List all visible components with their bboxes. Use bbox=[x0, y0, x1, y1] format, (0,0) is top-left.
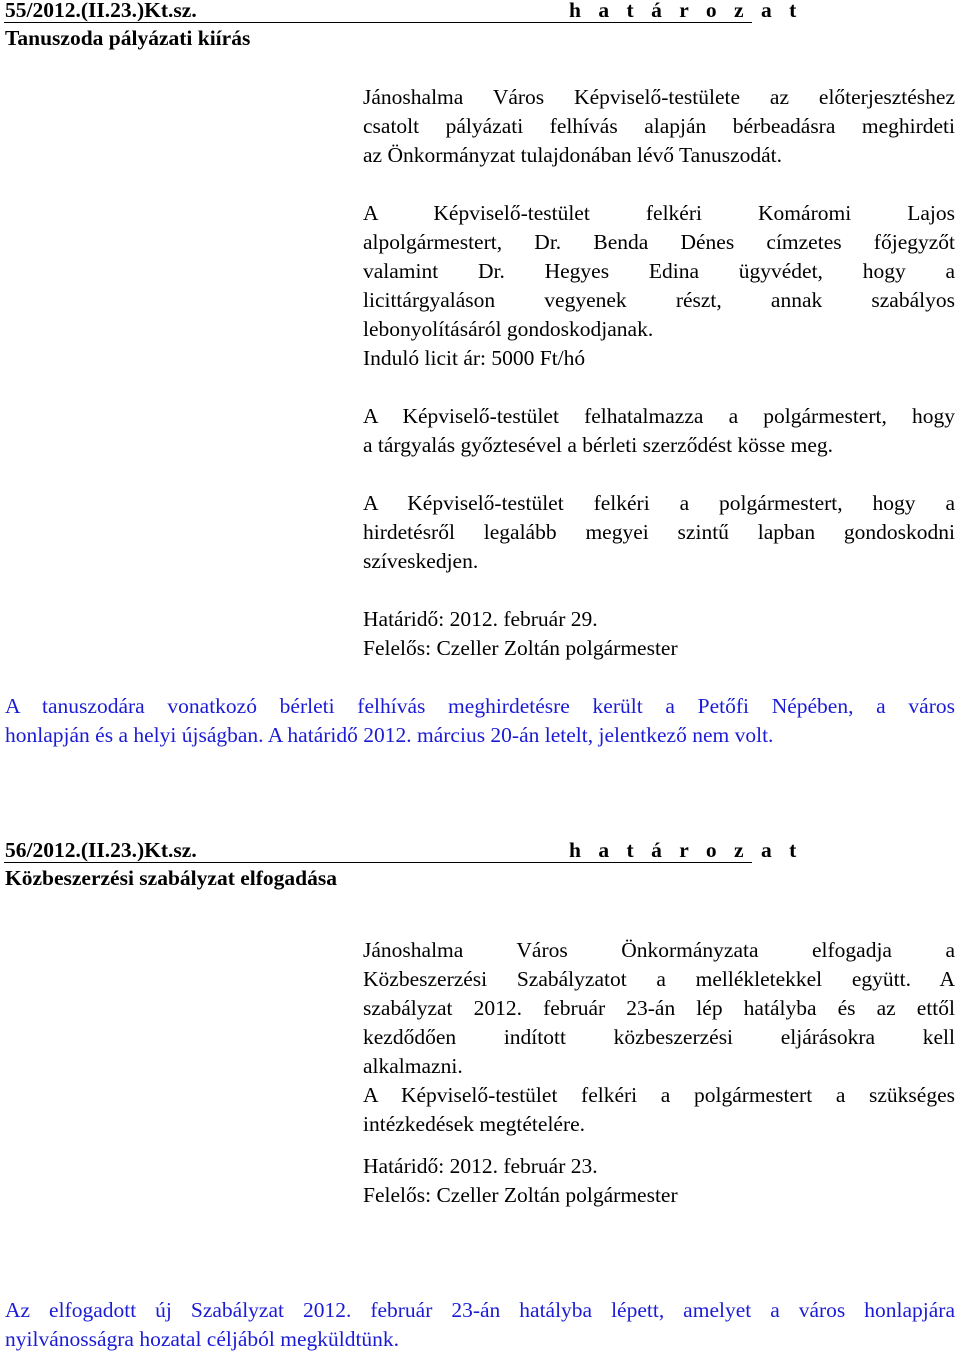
text-line: a tárgyalás győztesével a bérleti szerződést kösse meg. bbox=[363, 433, 834, 457]
text-line: licittárgyaláson vegyenek részt, annak szabályos bbox=[363, 288, 955, 312]
header-underline bbox=[4, 862, 752, 863]
note-line: A tanuszodára vonatkozó bérleti felhívás meghirdetésre került a Petőfi Népében, a város bbox=[5, 694, 955, 718]
responsible: Felelős: Czeller Zoltán polgármester bbox=[363, 636, 678, 660]
decision-text bbox=[363, 936, 955, 1139]
text-line: A Képviselő-testület felhatalmazza a polgármestert, hogy bbox=[363, 404, 955, 428]
text-line: valamint Dr. Hegyes Edina ügyvédet, hogy a bbox=[363, 259, 955, 283]
deadline: Határidő: 2012. február 23. bbox=[363, 1154, 598, 1178]
text-line: A Képviselő-testület felkéri Komáromi Lajos bbox=[363, 201, 955, 225]
text-line: alpolgármestert, Dr. Benda Dénes címzetes főjegyzőt bbox=[363, 230, 955, 254]
text-line: csatolt pályázati felhívás alapján bérbeadásra meghirdeti bbox=[363, 114, 955, 138]
text-line: alkalmazni. bbox=[363, 1054, 463, 1078]
decision-text bbox=[363, 489, 955, 576]
decision-label: h a t á r o z a t bbox=[569, 838, 803, 862]
text-line: hirdetésről legalább megyei szintű lapban gondoskodni bbox=[363, 520, 955, 544]
text-line: Jánoshalma Város Képviselő-testülete az előterjesztéshez bbox=[363, 85, 955, 109]
text-line: A Képviselő-testület felkéri a polgármestert a szükséges bbox=[363, 1083, 955, 1107]
text-line: szabályzat 2012. február 23-án lép hatályba és az ettől bbox=[363, 996, 955, 1020]
status-note bbox=[5, 1296, 955, 1354]
decision-subject: Tanuszoda pályázati kiírás bbox=[5, 26, 251, 50]
text-line: A Képviselő-testület felkéri a polgármestert, hogy a bbox=[363, 491, 955, 515]
decision-number: 55/2012.(II.23.)Kt.sz. bbox=[5, 0, 197, 22]
text-line: kezdődően indított közbeszerzési eljárásokra kell bbox=[363, 1025, 955, 1049]
decision-text bbox=[363, 402, 955, 460]
deadline: Határidő: 2012. február 29. bbox=[363, 607, 598, 631]
deadline-block bbox=[363, 605, 955, 663]
note-line: Az elfogadott új Szabályzat 2012. február 23-án hatályba lépett, amelyet a város honlapjára bbox=[5, 1298, 955, 1322]
note-line: honlapján és a helyi újságban. A határidő 2012. március 20-án letelt, jelentkező nem volt. bbox=[5, 723, 774, 747]
decision-text bbox=[363, 199, 955, 373]
decision-subject: Közbeszerzési szabályzat elfogadása bbox=[5, 866, 337, 890]
starting-bid: Induló licit ár: 5000 Ft/hó bbox=[363, 346, 586, 370]
status-note bbox=[5, 692, 955, 750]
text-line: Jánoshalma Város Önkormányzata elfogadja a bbox=[363, 938, 955, 962]
decision-label: h a t á r o z a t bbox=[569, 0, 803, 22]
text-line: lebonyolításáról gondoskodjanak. bbox=[363, 317, 654, 341]
deadline-block bbox=[363, 1152, 955, 1210]
text-line: intézkedések megtételére. bbox=[363, 1112, 586, 1136]
text-line: szíveskedjen. bbox=[363, 549, 479, 573]
text-line: Közbeszerzési Szabályzatot a mellékletekkel együtt. A bbox=[363, 967, 955, 991]
note-line: nyilvánosságra hozatal céljából megküldtünk. bbox=[5, 1327, 400, 1351]
header-underline bbox=[4, 22, 752, 23]
responsible: Felelős: Czeller Zoltán polgármester bbox=[363, 1183, 678, 1207]
decision-number: 56/2012.(II.23.)Kt.sz. bbox=[5, 838, 197, 862]
decision-text bbox=[363, 83, 955, 170]
text-line: az Önkormányzat tulajdonában lévő Tanuszodát. bbox=[363, 143, 782, 167]
